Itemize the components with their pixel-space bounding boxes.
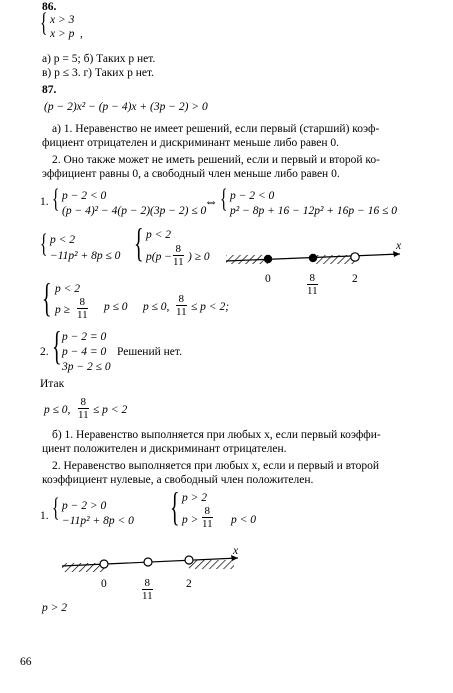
main-inequality: (p − 2)x² − (p − 4)x + (3p − 2) > 0 (44, 101, 208, 113)
final-answer: p > 2 (42, 602, 68, 614)
system-line: p < 2 (55, 283, 81, 295)
open-point (144, 558, 152, 566)
hatched-region (189, 560, 234, 569)
problem-87-number: 87. (42, 84, 57, 96)
system-line: x > p (50, 28, 75, 40)
system-line: p − 4 = 0 (62, 346, 107, 358)
system-line: p(p − (146, 251, 172, 263)
system-brace: { (170, 484, 180, 529)
open-point (185, 556, 193, 564)
text-line: а) 1. Неравенство не имеет решений, если первый (старший) коэф- (52, 123, 380, 135)
fraction: $\frac{8}{11}$ (173, 243, 184, 268)
text-line: циент положителен и дискриминант отрицателен. (42, 443, 287, 455)
system-line: (p − 4)² − 4(p − 2)(3p − 2) ≤ 0 (62, 205, 207, 217)
text-line: 2. Неравенство выполняется при любых x, если и первый и второй (52, 460, 380, 472)
system-brace: { (220, 184, 228, 213)
system-brace: { (42, 275, 52, 320)
equivalence-arrow: ⇔ (204, 195, 218, 210)
text-line: эффициент равны 0, а свободный член меньше либо равен 0. (42, 168, 340, 180)
text-line: б) 1. Неравенство выполняется при любых x, если первый коэффи- (52, 429, 381, 441)
fraction: $\frac{8}{11}$ (176, 293, 187, 318)
system-line: p < 0 (231, 514, 257, 526)
tick-label: 0 (101, 578, 107, 590)
system-brace: { (52, 493, 60, 522)
text-line: коэффициент нулевые, а свободный член положителен. (42, 474, 314, 486)
result-text: ≤ p < 2; (191, 301, 230, 313)
page-number: 66 (20, 656, 32, 668)
tick-label-fraction: $\frac{8}{11}$ (142, 577, 153, 602)
system-line: p − 2 < 0 (230, 190, 275, 202)
system-line: p ≥ (55, 304, 70, 316)
axis-label: x (396, 240, 402, 252)
text-line: 2. Оно также может не иметь решений, если и первый и второй ко- (52, 154, 380, 166)
result-text: Решений нет. (117, 346, 182, 358)
case-label: 2. (40, 346, 49, 358)
system-line: p > 2 (182, 492, 208, 504)
system-line: ) ≥ 0 (188, 251, 210, 263)
system-line: p² − 8p + 16 − 12p² + 16p − 16 ≤ 0 (230, 205, 398, 217)
fraction: $\frac{8}{11}$ (77, 296, 88, 321)
tick-label: 0 (265, 273, 271, 285)
text-line: Итак (40, 378, 65, 390)
fraction: $\frac{8}{11}$ (78, 396, 89, 421)
final-answer: p ≤ 0, (44, 404, 71, 416)
result-text: p ≤ 0, (143, 301, 170, 313)
system-line: p ≤ 0 (104, 301, 128, 313)
system-line: −11p² + 8p < 0 (62, 515, 134, 527)
system-line: p − 2 < 0 (62, 190, 107, 202)
system-brace: { (52, 323, 62, 368)
answer-line: в) p ≤ 3. г) Таких p нет. (42, 67, 154, 79)
case-label: 1. (40, 196, 49, 208)
system-brace: { (40, 229, 48, 258)
system-line: p < 2 (146, 229, 172, 241)
answer-line: а) p = 5; б) Таких p нет. (42, 53, 156, 65)
system-brace: { (52, 184, 60, 213)
system-brace: { (134, 220, 144, 265)
final-answer: ≤ p < 2 (93, 404, 128, 416)
system-line: p − 2 = 0 (62, 331, 107, 343)
system-line: −11p² + 8p ≤ 0 (50, 250, 121, 262)
case-label: 1. (40, 510, 49, 522)
system-line: 3p − 2 ≤ 0 (62, 361, 111, 373)
open-point (100, 560, 108, 568)
tick-label-fraction: $\frac{8}{11}$ (307, 272, 318, 297)
fraction: $\frac{8}{11}$ (202, 505, 213, 530)
axis-label: x (233, 545, 239, 557)
tick-label: 2 (186, 578, 192, 590)
system-line: p − 2 > 0 (62, 500, 107, 512)
system-line: x > 3 (50, 14, 75, 26)
system-line: p < 2 (50, 234, 76, 246)
system-brace: { (40, 8, 48, 37)
comma: , (80, 28, 83, 40)
problem-86-number: 86. (42, 1, 57, 13)
tick-label: 2 (352, 273, 358, 285)
system-line: p > (182, 514, 199, 526)
text-line: фициент отрицателен и дискриминант меньше либо равен 0. (42, 137, 340, 149)
